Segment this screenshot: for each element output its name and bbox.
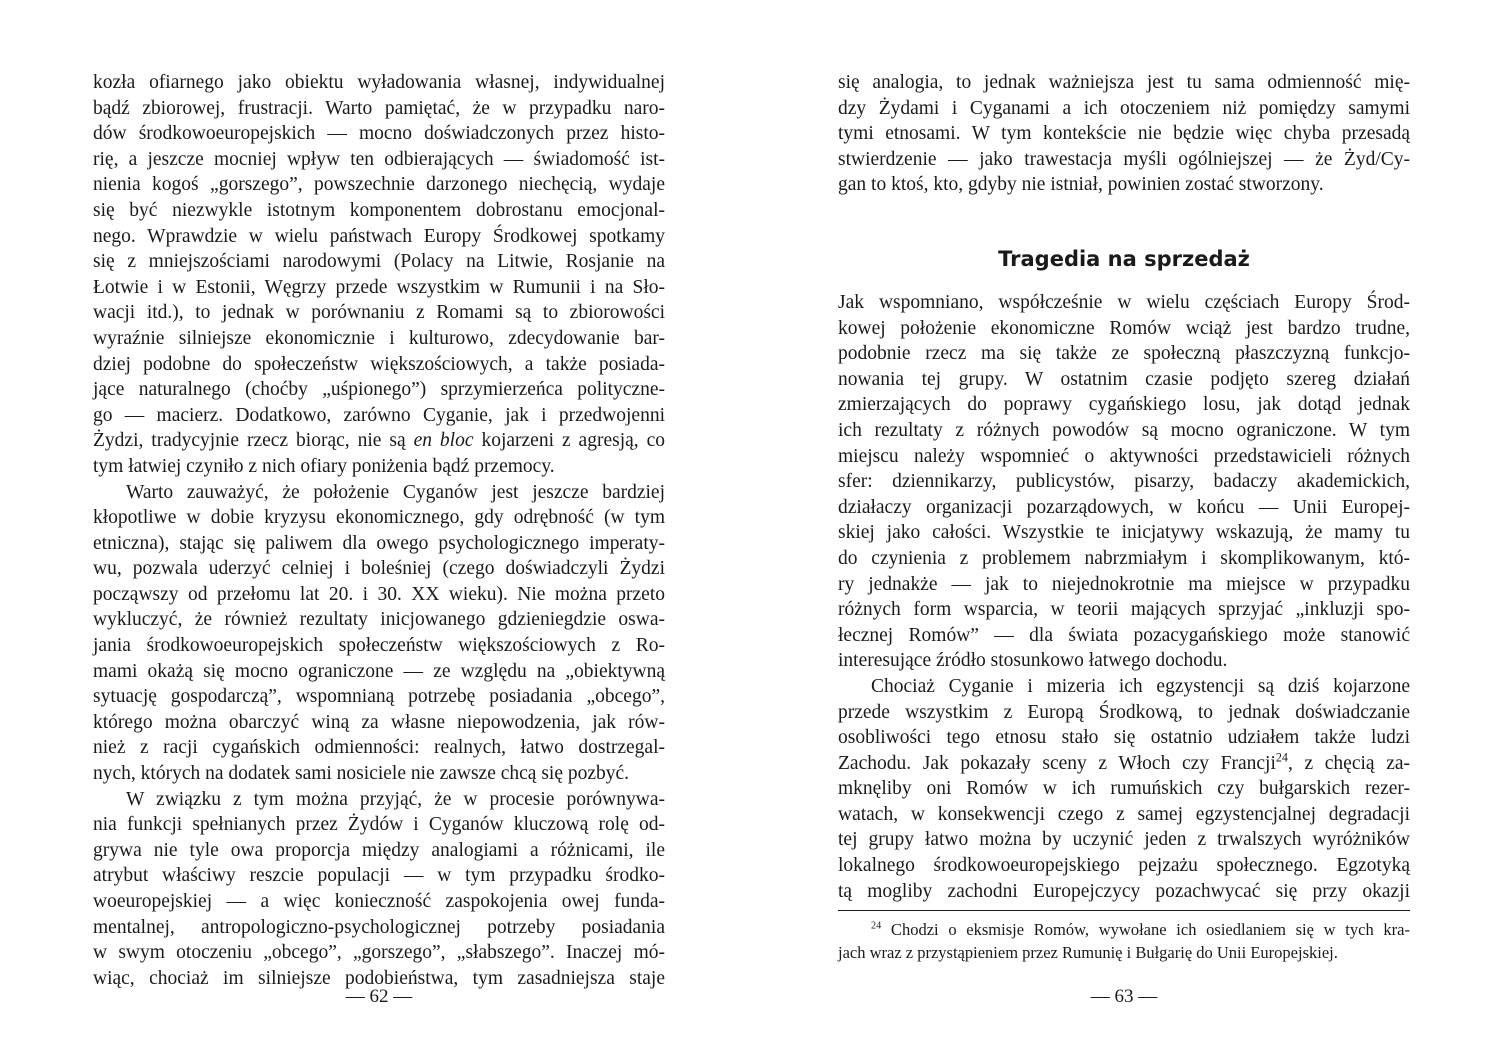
- footnote-line: [838, 918, 1410, 941]
- text-line: osobliwości tego etnosu stało się ostatnio udziałem także ludzi: [838, 727, 1410, 749]
- text-line: Żydzi, tradycyjnie rzecz biorąc, nie są en bloc kojarzeni z agresją, co: [93, 430, 665, 452]
- text-line: wiąc, chociaż im silniejsze podobieństwa, tym zasadniejsza staje: [93, 967, 665, 989]
- text-line: nież z racji cygańskich odmienności: realnych, łatwo dostrzegal-: [93, 737, 665, 759]
- text-line: ry jednakże — jak to niejednokrotnie ma miejsce w przypadku: [838, 573, 1410, 595]
- text-line: interesujące źródło stosunkowo łatwego dochodu.: [838, 650, 1228, 672]
- text-line: się być niezwykle istotnym komponentem dobrostanu emocjonal-: [93, 199, 665, 221]
- text-line: nych, których na dodatek sami nosiciele nie zawsze chcą się pozbyć.: [93, 763, 630, 785]
- text-line: dziej podobne do społeczeństw większościowych, a także posiada-: [93, 353, 665, 375]
- text-line: nia funkcji spełnianych przez Żydów i Cyganów kluczową rolę od-: [93, 814, 665, 836]
- text-line: wyraźnie silniejsze ekonomicznie i kulturowo, zdecydowanie bar-: [93, 327, 665, 349]
- left-page: [93, 0, 665, 1060]
- text-line: przede wszystkim z Europą Środkową, to jednak doświadczanie: [838, 701, 1410, 723]
- footnote-line: jach wraz z przystąpieniem przez Rumunię i Bułgarię do Unii Europejskiej.: [838, 943, 1338, 962]
- right-page-number: — 63 —: [1090, 986, 1158, 1007]
- text-line: się analogia, to jednak ważniejsza jest tu sama odmienność mię-: [838, 72, 1410, 93]
- text-line: łecznej Romów” — dla świata pozacygańskiego może stanowić: [838, 624, 1410, 646]
- text-line: miejscu należy wspomnieć o aktywności przedstawicieli różnych: [838, 445, 1410, 467]
- footnote-text: Chodzi o eksmisje Romów, wywołane ich osiedlaniem się w tych kra-: [881, 920, 1410, 939]
- text-line: Łotwie i w Estonii, Węgrzy przede wszystkim w Rumunii i na Sło-: [93, 276, 665, 298]
- text-line: tymi etnosami. W tym kontekście nie będzie więc chyba przesadą: [838, 123, 1410, 145]
- text-line: mknęliby oni Romów w ich rumuńskich czy bułgarskich rezer-: [838, 778, 1410, 800]
- text-line: sfer: dziennikarzy, publicystów, pisarzy, badaczy akademickich,: [838, 471, 1410, 493]
- text-line: działaczy organizacji pozarządowych, w końcu — Unii Europej-: [838, 496, 1410, 518]
- italic-text: en bloc: [413, 430, 474, 452]
- text-line: Jak wspomniano, współcześnie w wielu częściach Europy Środ-: [838, 292, 1410, 313]
- text-line: etniczna), stając się paliwem dla owego psychologicznego imperaty-: [93, 532, 665, 554]
- text-line: począwszy od przełomu lat 20. i 30. XX wieku). Nie można przeto: [93, 583, 665, 605]
- left-page-text: [93, 70, 665, 991]
- text-line: kowej położenie ekonomiczne Romów wciąż jest bardzo trudne,: [838, 317, 1410, 339]
- footnote: [838, 918, 1410, 964]
- text-line: wu, pozwala uderzyć celniej i boleśniej (czego doświadczyli Żydzi: [93, 558, 665, 580]
- text-line: wacji itd.), to jednak w porównaniu z Romami są to zbiorowości: [93, 302, 665, 324]
- text-line: tym łatwiej czyniło z nich ofiary poniżenia bądź przemocy.: [93, 455, 555, 477]
- text-line: do czynienia z problemem nabrzmiałym i skomplikowanym, któ-: [838, 547, 1410, 569]
- text-line: tą mogliby zachodni Europejczycy pozachwycać się przy okazji: [838, 880, 1410, 902]
- text-line: mentalnej, antropologiczno-psychologicznej potrzeby posiadania: [93, 916, 665, 938]
- text-line: jania środkowoeuropejskich społeczeństw większościowych z Ro-: [93, 635, 665, 657]
- text-line: rię, a jeszcze mocniej wpływ ten odbierających — świadomość ist-: [93, 148, 665, 170]
- right-page: [838, 0, 1410, 1060]
- right-page-text-top: [838, 70, 1410, 198]
- text-line: wykluczyć, że również rezultaty inicjowanego gdzieniegdzie oswa-: [93, 609, 665, 631]
- text-line: dzy Żydami i Cyganami a ich otoczeniem niż pomiędzy samymi: [838, 97, 1410, 119]
- text-line: w swym otoczeniu „obcego”, „gorszego”, „słabszego”. Inaczej mó-: [93, 942, 665, 964]
- text-line: grywa nie tyle owa proporcja między analogiami a różnicami, ile: [93, 839, 665, 861]
- text-line: nienia kogoś „gorszego”, powszechnie darzonego niechęcią, wydaje: [93, 174, 665, 196]
- text-line: woeuropejskiej — a więc konieczność zaspokojenia owej funda-: [93, 891, 665, 912]
- text-line: kłopotliwe w dobie kryzysu ekonomicznego, gdy odrębność (w tym: [93, 507, 665, 529]
- text-line: Warto zauważyć, że położenie Cyganów jest jeszcze bardziej: [126, 481, 665, 503]
- text-line: różnych form wsparcia, w teorii mających sprzyjać „inkluzji spo-: [838, 599, 1410, 621]
- text-line: tej grupy łatwo można by uczynić jeden z trwalszych wyróżników: [838, 829, 1410, 851]
- text-line: kozła ofiarnego jako obiektu wyładowania własnej, indywidualnej: [93, 72, 665, 93]
- text-line: nowania tej grupy. W ostatnim czasie podjęto szereg działań: [838, 368, 1410, 390]
- text-line: dów środkowoeuropejskich — mocno doświadczonych przez histo-: [93, 123, 665, 145]
- text-line: lokalnego środkowoeuropejskiego pejzażu społecznego. Egzotyką: [838, 855, 1410, 877]
- text-line: watach, w konsekwencji czego z samej egzystencjalnej degradacji: [838, 803, 1410, 825]
- text-line: zmierzających do poprawy cygańskiego losu, jak dotąd jednak: [838, 394, 1410, 416]
- text-line: Zachodu. Jak pokazały sceny z Włoch czy Francji$^{24}$, z chęcią za-: [838, 750, 1410, 774]
- text-line: nego. Wprawdzie w wielu państwach Europy Środkowej spotkamy: [93, 225, 665, 247]
- text-line: stwierdzenie — jako trawestacja myśli ogólniejszej — że Żyd/Cy-: [838, 148, 1410, 170]
- text-line: go — macierz. Dodatkowo, zarówno Cyganie, jak i przedwojenni: [93, 404, 665, 426]
- footnote-reference: 24: [1275, 750, 1288, 765]
- text-line: sytuację gospodarczą”, wspomnianą potrzebę posiadania „obcego”,: [93, 686, 665, 708]
- text-line: jące naturalnego (choćby „uśpionego”) sprzymierzeńca polityczne-: [93, 379, 665, 401]
- text-line: atrybut właściwy reszcie populacji — w tym przypadku środko-: [93, 865, 665, 887]
- left-page-number: — 62 —: [345, 986, 413, 1007]
- text-line: bądź zbiorowej, frustracji. Warto pamiętać, że w przypadku naro-: [93, 97, 665, 119]
- text-line: mami okażą się mocno ograniczone — ze względu na „obiektywną: [93, 660, 665, 682]
- text-line: którego można obarczyć winą za własne niepowodzenia, jak rów-: [93, 711, 665, 733]
- text-line: podobnie rzecz ma się także ze społeczną płaszczyzną funkcjo-: [838, 343, 1410, 365]
- text-line: się z mniejszościami narodowymi (Polacy na Litwie, Rosjanie na: [93, 251, 665, 273]
- text-line: W związku z tym można przyjąć, że w procesie porównywa-: [126, 788, 665, 810]
- text-line: ich rezultaty z różnych powodów są mocno ograniczone. W tym: [838, 419, 1410, 441]
- footnote-marker: 24: [871, 920, 882, 932]
- text-line: skiej jako całości. Wszystkie te inicjatywy wskazują, że mamy tu: [838, 522, 1410, 544]
- footnote-rule: [838, 910, 1410, 911]
- text-line: Chociaż Cyganie i mizeria ich egzystencji są dziś kojarzone: [871, 675, 1410, 697]
- section-heading: Tragedia na sprzedaż: [998, 247, 1250, 271]
- text-line: gan to ktoś, kto, gdyby nie istniał, powinien zostać stworzony.: [838, 174, 1324, 196]
- right-page-text-bottom: [838, 290, 1410, 904]
